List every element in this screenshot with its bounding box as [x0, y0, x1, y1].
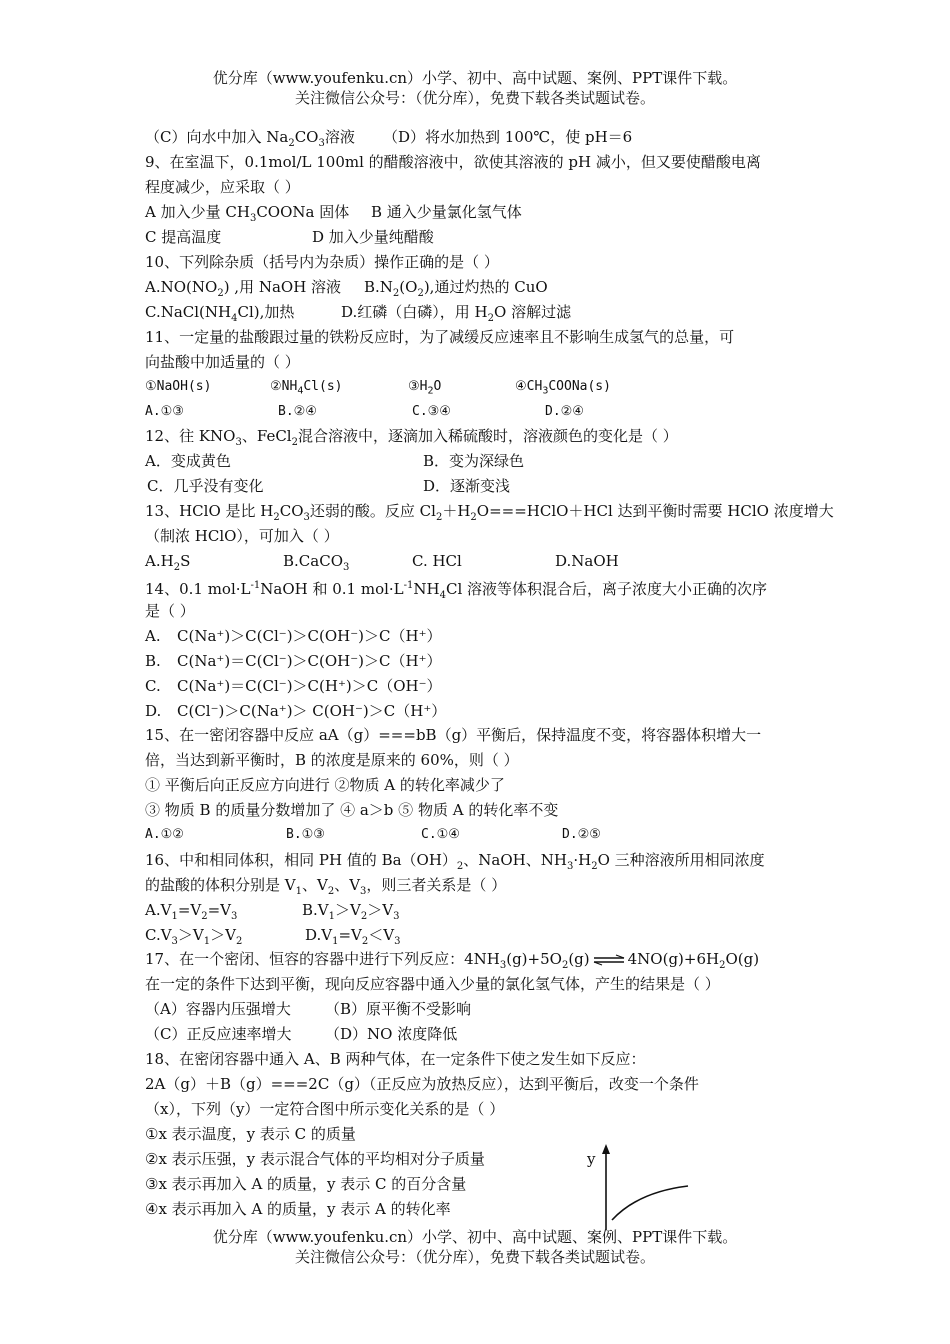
q11-option-c: C.③④ — [412, 404, 451, 419]
q16-option-c: $C.V_3>V_1>V_2$ — [145, 926, 243, 947]
q10-option-a: $A.NO(NO_2)$ ,用 NaOH 溶液 — [145, 278, 342, 299]
q14-stem-line-1: 14、0.1 $mol\cdot L^{-1}NaOH$ 和 0.1 $mol\cdot L^{-1}NH_4Cl$ 溶液等体积混合后，离子浓度大小正确的次序 — [145, 580, 768, 601]
header-line-2: 关注微信公众号：（优分库），免费下载各类试题试卷。 — [294, 89, 655, 107]
q9-option-c: C 提高温度 — [145, 228, 222, 246]
q11-item-3: $③H_2O$ — [408, 379, 442, 397]
q11-item-2: $②NH_4Cl(s)$ — [270, 379, 343, 397]
q11-option-b: B.②④ — [278, 404, 317, 419]
q16-option-b: $B.V_1>V_2>V_3$ — [302, 901, 400, 922]
q8-option-c: （C）向水中加入 $Na_2CO_3$溶液 — [145, 128, 355, 149]
q10-option-b: $B.N_2(O_2)$,通过灼热的 CuO — [364, 278, 548, 299]
q13-option-a: $A.H_2S$ — [145, 552, 191, 573]
q18-stem-line-3: （x），下列（y）一定符合图中所示变化关系的是（ ） — [145, 1100, 505, 1118]
q18-item-1: ①x 表示温度，y 表示 C 的质量 — [145, 1125, 356, 1143]
q17-option-a: （A）容器内压强增大 — [145, 1000, 291, 1018]
q16-option-d: $D.V_1=V_2<V_3$ — [305, 926, 401, 947]
q12-option-b: B．变为深绿色 — [423, 452, 525, 470]
q16-option-a: $A.V_1=V_2=V_3$ — [145, 901, 238, 922]
q15-option-d: D.②⑤ — [562, 827, 601, 842]
q17-option-c: （C）正反应速率增大 — [145, 1025, 292, 1043]
q15-stem-line-1: 15、在一密闭容器中反应 aA（g）===bB（g）平衡后，保持温度不变，将容器体积增大一 — [145, 726, 762, 744]
footer-line-2: 关注微信公众号：（优分库），免费下载各类试题试卷。 — [294, 1248, 655, 1266]
q15-option-b: B.①③ — [286, 827, 325, 842]
q11-stem-line-1: 11、一定量的盐酸跟过量的铁粉反应时，为了减缓反应速率且不影响生成氢气的总量，可 — [145, 328, 735, 346]
q17-stem-line-1: 17、在一个密闭、恒容的容器中进行下列反应：$4NH_3(g)+5O_2(g)$ $4NO(g)+6H_2O(g)$ — [145, 950, 760, 971]
q11-stem-line-2: 向盐酸中加适量的（ ） — [145, 353, 300, 371]
q17-stem-line-2: 在一定的条件下达到平衡，现向反应容器中通入少量的氯化氢气体，产生的结果是（ ） — [145, 975, 720, 993]
q18-stem-line-1: 18、在密闭容器中通入 A、B 两种气体，在一定条件下使之发生如下反应： — [145, 1050, 646, 1068]
q17-option-b: （B）原平衡不受影响 — [325, 1000, 472, 1018]
q12-option-c: C．几乎没有变化 — [147, 477, 264, 495]
q13-option-c: C. HCl — [412, 552, 462, 570]
q10-option-c: $C.NaCl(NH_4Cl)$,加热 — [145, 303, 295, 324]
q9-stem-line-2: 程度减少，应采取（ ） — [145, 178, 300, 196]
equilibrium-arrow-icon — [592, 954, 626, 966]
q16-stem-line-2: 的盐酸的体积分别是 $V_1$、$V_2$、$V_3$，则三者关系是（ ） — [145, 876, 507, 897]
graph-curve — [612, 1186, 688, 1220]
q18-stem-line-2: 2A（g）＋B（g）===2C（g）（正反应为放热反应），达到平衡后，改变一个条件 — [145, 1075, 699, 1093]
q18-item-4: ④x 表示再加入 A 的质量，y 表示 A 的转化率 — [145, 1200, 451, 1218]
q12-option-a: A．变成黄色 — [145, 452, 231, 470]
q13-stem-line-1: 13、HClO 是比 $H_2CO_3$还弱的酸。反应 $Cl_2+H_2O===HClO+HCl$ 达到平衡时需要 HClO 浓度增大 — [145, 502, 834, 523]
q9-option-a: A 加入少量 $CH_3COONa$ 固体 — [145, 203, 350, 224]
q13-stem-line-2: （制浓 HClO），可加入（ ） — [145, 527, 339, 545]
q11-item-4: $④CH_3COONa(s)$ — [515, 379, 611, 397]
graph-y-axis-label: y — [587, 1150, 596, 1168]
q11-option-a: A.①③ — [145, 404, 184, 419]
q15-option-a: A.①② — [145, 827, 184, 842]
q17-option-d: （D）NO 浓度降低 — [325, 1025, 458, 1043]
q9-option-d: D 加入少量纯醋酸 — [312, 228, 434, 246]
q15-stem-line-2: 倍，当达到新平衡时，B 的浓度是原来的 60%，则（ ） — [145, 751, 519, 769]
q13-option-d: D.NaOH — [555, 552, 619, 570]
q13-option-b: B.CaCO$_3$ — [283, 552, 350, 573]
q15-items-2: ③ 物质 B 的质量分数增加了 ④ a＞b ⑤ 物质 A 的转化率不变 — [145, 801, 559, 819]
q16-stem-line-1: 16、中和相同体积，相同 PH 值的 $Ba(OH)_2$、NaOH、$NH_3\cdot H_2O$ 三种溶液所用相同浓度 — [145, 851, 765, 872]
q18-item-3: ③x 表示再加入 A 的质量，y 表示 C 的百分含量 — [145, 1175, 467, 1193]
q15-option-c: C.①④ — [421, 827, 460, 842]
q18-graph — [590, 1142, 700, 1232]
q18-item-2: ②x 表示压强，y 表示混合气体的平均相对分子质量 — [145, 1150, 485, 1168]
q15-items-1: ① 平衡后向正反应方向进行 ②物质 A 的转化率减少了 — [145, 776, 505, 794]
q10-stem: 10、下列除杂质（括号内为杂质）操作正确的是（ ） — [145, 253, 499, 271]
footer-line-1: 优分库（www.youfenku.cn）小学、初中、高中试题、案例、PPT课件下载。 — [212, 1228, 738, 1246]
q11-option-d: D.②④ — [545, 404, 584, 419]
q14-stem-line-2: 是（ ） — [145, 602, 195, 620]
q9-option-b: B 通入少量氯化氢气体 — [371, 203, 522, 221]
header-line-1: 优分库（www.youfenku.cn）小学、初中、高中试题、案例、PPT课件下载。 — [212, 69, 738, 87]
q12-option-d: D．逐渐变浅 — [423, 477, 511, 495]
q12-stem: 12、往 $KNO_3$、FeCl$_2$混合溶液中，逐滴加入稀硫酸时，溶液颜色的变化是（ ） — [145, 427, 678, 448]
q10-option-d: D.红磷（白磷），用 $H_2O$ 溶解过滤 — [341, 303, 572, 324]
graph-y-axis-arrow-icon — [602, 1144, 610, 1154]
q8-option-d: （D）将水加热到 100℃，使 pH＝6 — [383, 128, 633, 146]
q9-stem-line-1: 9、在室温下，0.1mol/L 100ml 的醋酸溶液中，欲使其溶液的 pH 减小，但又要使醋酸电离 — [145, 153, 761, 171]
q11-item-1: ①NaOH(s) — [145, 379, 212, 394]
